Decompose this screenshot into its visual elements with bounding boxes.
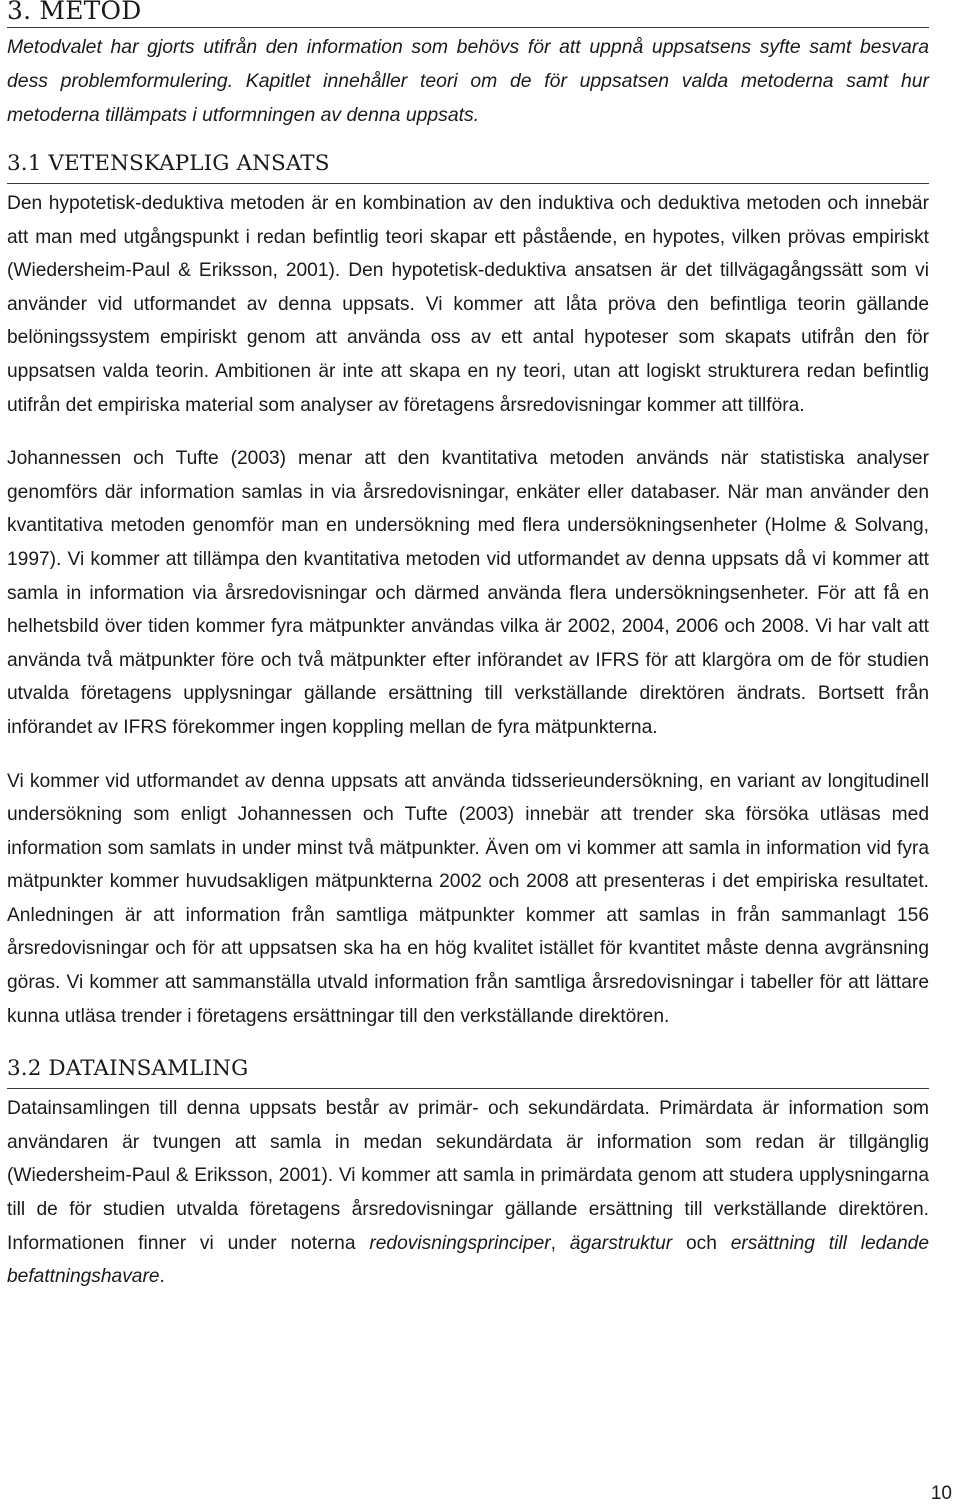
chapter-heading: 3. METOD bbox=[7, 0, 142, 25]
separator: och bbox=[672, 1232, 731, 1254]
paragraph: Johannessen och Tufte (2003) menar att den kvantitativa metoden används när statistiska analyser genomförs där information samlas in via årsredovisningar, enkäter eller databaser. När man använder den kvantitativa metoden genomför man en undersökning med flera undersökningsenheter (Holme & Solvang, 1997). Vi kommer att tillämpa den kvantitativa metoden vid utformandet av denna uppsats då vi kommer att samla in information via årsredovisningar och därmed använda flera undersökningsenheter. För att få en helhetsbild över tiden kommer fyra mätpunkter användas vilka är 2002, 2004, 2006 och 2008. Vi har valt att använda två mätpunkter före och två mätpunkter efter införandet av IFRS för att klargöra om de för studien utvalda företagens upplysningar gällande ersättning till verkställande direktören ändrats. Bortsett från införandet av IFRS förekommer ingen koppling mellan de fyra mätpunkterna. bbox=[7, 448, 929, 738]
sentence-end: . bbox=[159, 1266, 165, 1288]
heading-rule bbox=[7, 27, 929, 28]
section-rule bbox=[7, 1088, 929, 1089]
note-term: ersättning till ledande befattningshavare bbox=[7, 1232, 929, 1288]
section-heading-3-2: 3.2 DATAINSAMLING bbox=[7, 1056, 249, 1082]
note-term: ägarstruktur bbox=[569, 1232, 673, 1254]
document-page bbox=[7, 0, 929, 1294]
spacer bbox=[7, 1033, 929, 1055]
paragraph: Vi kommer vid utformandet av denna uppsats att använda tidsserieundersökning, en variant av longitudinell undersökning som enligt Johannessen och Tufte (2003) innebär att trender ska försöka utläsas med information som samlats in under minst två mätpunkter. Även om vi kommer att samla in information vid fyra mätpunkter kommer huvudsakligen mätpunkterna 2002 och 2008 att presenteras i det empiriska resultatet. Anledningen är att information från samtliga mätpunkter kommer att samlas in från sammanlagt 156 årsredovisningar och för att uppsatsen ska ha en hög kvalitet istället för kvantitet måste denna avgränsning göras. Vi kommer att sammanställa utvald information från samtliga årsredovisningar i tabeller för att lättare kunna utläsa trender i företagens ersättningar till den verkställande direktören. bbox=[7, 770, 929, 1027]
spacer bbox=[7, 745, 929, 765]
separator: , bbox=[550, 1232, 570, 1254]
section-rule bbox=[7, 183, 929, 184]
chapter-intro: Metodvalet har gjorts utifrån den information som behövs för att uppnå uppsatsens syfte samt besvara dess problemformulering. Kapitlet innehåller teori om de för uppsatsen valda metoderna samt hur metoderna tillämpats i utformningen av denna uppsats. bbox=[7, 36, 929, 126]
paragraph-text: Datainsamlingen till denna uppsats består av primär- och sekundärdata. Primärdata är information som användaren är tvungen att samla in medan sekundärdata är information som redan är tillgänglig (Wiedersheim-Paul & Eriksson, 2001). Vi kommer att samla in primärdata genom att studera upplysningarna till de för studien utvalda företagens årsredovisningar gällande ersättning till verkställande direktören. Informationen finner vi under noterna bbox=[7, 1098, 929, 1254]
page-number: 10 bbox=[930, 1483, 952, 1504]
paragraph: Den hypotetisk-deduktiva metoden är en kombination av den induktiva och deduktiva metoden och innebär att man med utgångspunkt i redan befintlig teori skapar ett påstående, en hypotes, vilken prövas empiriskt (Wiedersheim-Paul & Eriksson, 2001). Den hypotetisk-deduktiva ansatsen är det tillvägagångssätt som vi använder vid utformandet av denna uppsats. Vi kommer att låta pröva den befintliga teorin gällande belöningssystem empiriskt genom att använda oss av ett antal hypoteser som skapats utifrån den för uppsatsen valda teorin. Ambitionen är inte att skapa en ny teori, utan att logiskt strukturera redan befintlig utifrån det empiriska material som analyser av företagens årsredovisningar kommer att tillföra. bbox=[7, 193, 929, 416]
section-heading-3-1: 3.1 VETENSKAPLIG ANSATS bbox=[7, 151, 330, 176]
spacer bbox=[7, 422, 929, 442]
spacer bbox=[7, 132, 929, 150]
note-term: redovisningsprinciper bbox=[369, 1232, 551, 1254]
paragraph bbox=[7, 1092, 929, 1294]
